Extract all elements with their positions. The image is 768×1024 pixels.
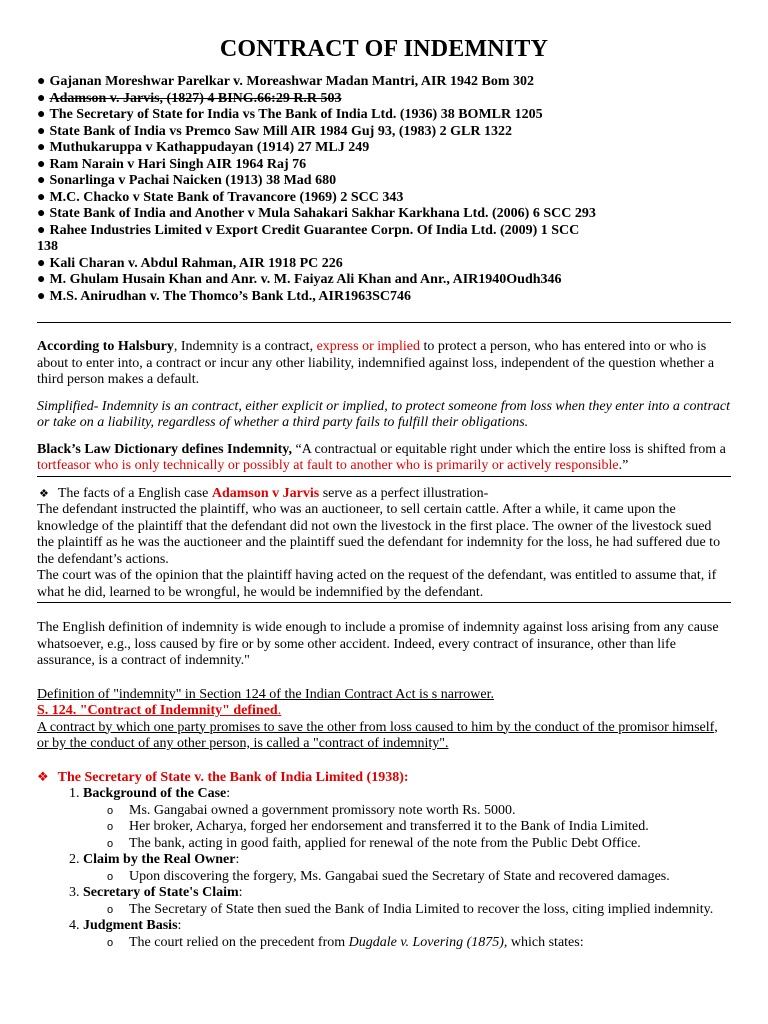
document-page [37, 34, 731, 951]
sub-list-item: o The court relied on the precedent from Dugdale v. Lovering (1875), which states: [107, 934, 584, 950]
case-item: ● M. Ghulam Husain Khan and Anr. v. M. Faiyaz Ali Khan and Anr., AIR1940Oudh346 [37, 272, 562, 287]
secretary-case [37, 770, 731, 952]
halsbury-definition: According to Halsbury, Indemnity is a contract, express or implied to protect a person, who has entered into or who is about to enter into, a contract or incur any other liability, indemnified against loss, independent of the question whether a third person makes a default. [37, 339, 715, 387]
section-124 [37, 687, 731, 753]
secretary-heading: ❖ The Secretary of State v. the Bank of India Limited (1938): [37, 769, 409, 785]
case-item: ● Rahee Industries Limited v Export Credit Guarantee Corpn. Of India Ltd. (2009) 1 SCC 138 [37, 222, 580, 254]
bullet-icon: ● [37, 189, 46, 205]
bullet-icon: ● [37, 222, 46, 238]
bullet-icon: ● [37, 107, 46, 122]
circle-bullet-icon: o [107, 804, 114, 817]
bullet-icon: ● [37, 272, 46, 287]
case-item: ● M.C. Chacko v State Bank of Travancore (1969) 2 SCC 343 [37, 189, 404, 205]
sub-list-item: o Upon discovering the forgery, Ms. Gangabai sued the Secretary of State and recovered damages. [107, 868, 670, 884]
sub-list [83, 869, 731, 886]
sub-list-item: o The bank, acting in good faith, applied for renewal of the note from the Public Debt Office. [107, 835, 641, 851]
case-item: ● Gajanan Moreshwar Parelkar v. Moreashwar Madan Mantri, AIR 1942 Bom 302 [37, 74, 535, 89]
section-text: A contract by which one party promises to save the other from loss caused to him by the conduct of the promisor himself, or by the conduct of any other person, is called a "contract of indemnity". [37, 719, 718, 751]
case-item: ● Sonarlinga v Pachai Naicken (1913) 38 Mad 680 [37, 173, 337, 188]
divider [37, 322, 731, 323]
sub-list [83, 935, 731, 952]
sub-list-item: o Ms. Gangabai owned a government promissory note worth Rs. 5000. [107, 802, 516, 818]
bullet-icon: ● [37, 156, 46, 172]
case-item: ● M.S. Anirudhan v. The Thomco’s Bank Ltd., AIR1963SC746 [37, 288, 411, 304]
circle-bullet-icon: o [107, 936, 114, 949]
document-title: CONTRACT OF INDEMNITY [219, 36, 549, 62]
section-heading: S. 124. "Contract of Indemnity" defined. [37, 703, 282, 718]
bullet-icon: ● [37, 173, 46, 188]
diamond-bullet-icon: ❖ [37, 769, 49, 785]
section-intro: Definition of "indemnity" in Section 124 of the Indian Contract Act is s narrower. [37, 686, 495, 702]
sub-list-item: o The Secretary of State then sued the Bank of India Limited to recover the loss, citing implied indemnity. [107, 901, 714, 917]
list-item: 4. Judgment Basis: o The court relied on the precedent from Dugdale v. Lovering (1875), which states: [83, 918, 731, 951]
jarvis-facts: The defendant instructed the plaintiff, who was an auctioneer, to sell certain cattle. After a while, it came upon the knowledge of the plaintiff that the defendant did not own the livestock in the first place. The owner of the livestock sued the plaintiff as he was the auctioneer and the plaintiff sued the defendant for indemnity for the loss, he had suffered due to the defendant’s actions. [37, 502, 721, 567]
case-item: ● State Bank of India vs Premco Saw Mill AIR 1984 Guj 93, (1983) 2 GLR 1322 [37, 123, 513, 139]
divider [37, 602, 731, 603]
circle-bullet-icon: o [107, 903, 114, 916]
diamond-bullet-icon: ❖ [39, 486, 49, 500]
blacks-definition: Black’s Law Dictionary defines Indemnity, “A contractual or equitable right under which the entire loss is shifted from a tortfeasor who is only technically or possibly at fault to another who is primarily or actively responsible.” [37, 441, 726, 473]
bullet-icon: ● [37, 74, 46, 89]
divider [37, 476, 731, 477]
english-definition: The English definition of indemnity is wide enough to include a promise of indemnity against loss arising from any cause whatsoever, e.g., loss caused by fire or by some other accident. Indeed, every contract of insurance, other than life assurance, is a contract of indemnity." [37, 620, 719, 668]
simplified-definition: Simplified- Indemnity is an contract, either explicit or implied, to protect someone from loss when they enter into a contract or take on a liability, regardless of whether a third party fails to fulfill their obligations. [37, 398, 730, 430]
sub-list [83, 803, 731, 853]
case-item: ● State Bank of India and Another v Mula Sahakari Sakhar Karkhana Ltd. (2006) 6 SCC 293 [37, 206, 596, 221]
judgment-list [37, 786, 731, 951]
jarvis-holding: The court was of the opinion that the plaintiff having acted on the request of the defendant, was entitled to assume that, if what he did, learned to be wrongful, he would be indemnified by the defendant. [37, 568, 717, 600]
circle-bullet-icon: o [107, 837, 114, 850]
case-item: ● The Secretary of State for India vs The Bank of India Ltd. (1936) 38 BOMLR 1205 [37, 107, 543, 122]
case-item: ● Muthukaruppa v Kathappudayan (1914) 27 MLJ 249 [37, 140, 370, 155]
bullet-icon: ● [37, 90, 46, 106]
bullet-icon: ● [37, 123, 46, 139]
case-item: ● Adamson v. Jarvis, (1827) 4 BING.66:29 R.R 503 [37, 90, 342, 106]
circle-bullet-icon: o [107, 821, 114, 833]
case-item: ● Kali Charan v. Abdul Rahman, AIR 1918 PC 226 [37, 255, 343, 271]
list-item: 3. Secretary of State's Claim: o The Secretary of State then sued the Bank of India Limited to recover the loss, citing implied indemnity. [83, 885, 731, 918]
bullet-icon: ● [37, 288, 46, 304]
bullet-icon: ● [37, 140, 46, 155]
case-item: ● Ram Narain v Hari Singh AIR 1964 Raj 76 [37, 156, 307, 172]
bullet-icon: ● [37, 255, 46, 271]
list-item: 1. Background of the Case: o Ms. Gangabai owned a government promissory note worth Rs. 5000. o Her broker, Acharya, forged her endorsement and transferred it to the Bank of India Limited. o The bank, acting in good faith, applied for renewal of the note from the Public Debt Office. [83, 786, 731, 852]
list-item: 2. Claim by the Real Owner: o Upon discovering the forgery, Ms. Gangabai sued the Secretary of State and recovered damages. [83, 852, 731, 885]
sub-list-item: o Her broker, Acharya, forged her endorsement and transferred it to the Bank of India Limited. [107, 819, 649, 834]
circle-bullet-icon: o [107, 870, 114, 883]
sub-list [83, 902, 731, 919]
bullet-icon: ● [37, 206, 46, 221]
case-list [37, 74, 731, 305]
jarvis-section [37, 486, 731, 602]
jarvis-intro: ❖ The facts of a English case Adamson v Jarvis serve as a perfect illustration- [39, 485, 489, 501]
